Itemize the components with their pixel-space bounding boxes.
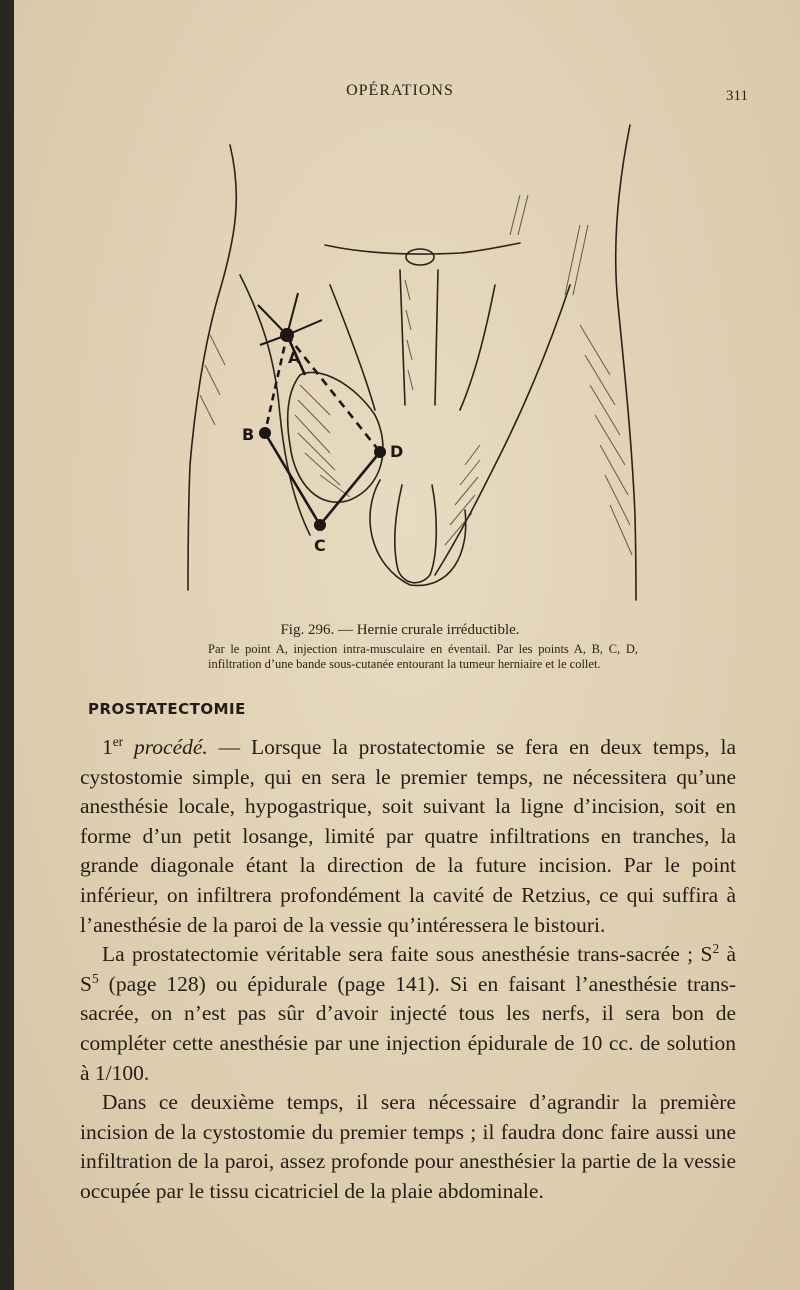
section-heading: PROSTATECTOMIE (88, 700, 246, 718)
line-a-d (287, 335, 380, 452)
paragraph-3: Dans ce deuxième temps, il sera nécessaire d’agrandir la première incision de la cystostomie du premier temps ; il faudra donc faire aussi une infiltration de la paroi, assez profonde pour anesthésier la partie de la vessie occupée par le tissu cicatriciel de la plaie abdominale. (80, 1090, 736, 1203)
point-label-d: D (390, 442, 404, 461)
point-label-a: A (288, 348, 301, 367)
page-number: 311 (726, 88, 748, 104)
point-b-marker (259, 427, 271, 439)
figure-hernia-illustration (180, 115, 650, 605)
rectus-right (435, 270, 438, 405)
body-outline-left (188, 145, 236, 590)
paragraph-2 (80, 940, 736, 1088)
left-groin-line (240, 275, 310, 535)
body-text (80, 733, 736, 1207)
p1-ordinal: 1 (102, 735, 113, 759)
p2-end: (page 128) ou épidurale (page 141). Si en faisant l’anesthésie trans-sacrée, on n’est pas sûr d’avoir injecté tous les nerfs, il sera bon de compléter cette anesthésie par une injection épidurale de 10 cc. de solution à 1/100. (80, 971, 736, 1085)
p1-text: — Lorsque la prostatectomie se fera en deux temps, la cystostomie simple, qui en sera le premier temps, ne nécessitera qu’une anesthésie locale, hypogastrique, soit suivant la ligne d’incision, soit en forme d’un petit losange, limité par quatre infiltrations en tranches, la grande diagonale étant la direction de la future incision. Par le point inférieur, on infiltrera profondément la cavité de Retzius, ce qui suffira à l’anesthésie de la paroi de la vessie qu’intéressera le bistouri. (80, 735, 736, 937)
p1-ordinal-sup: er (112, 733, 124, 749)
inner-oblique-left (330, 285, 375, 410)
p2-sup2: 5 (91, 970, 99, 986)
p2-start: La prostatectomie véritable sera faite sous anesthésie trans-sacrée ; S (102, 942, 713, 967)
inner-oblique-right (460, 285, 495, 410)
scrotum-outline (370, 480, 466, 585)
line-c-d (320, 452, 380, 525)
right-groin-line (435, 285, 570, 575)
point-label-b: B (242, 425, 255, 444)
hernia-drawing (180, 115, 650, 605)
penis-outline (395, 485, 436, 583)
p1-leadin: procédé. (133, 735, 208, 759)
figure-caption-title: Fig. 296. — Hernie crurale irréductible. (280, 622, 520, 638)
point-a-marker (280, 328, 294, 342)
running-title: OPÉRATIONS (346, 82, 454, 99)
point-d-marker (374, 446, 386, 458)
point-label-c: C (314, 536, 326, 555)
p2-mid: à S (80, 942, 737, 996)
paragraph-1 (80, 733, 736, 940)
body-outline-right (616, 125, 636, 600)
rectus-left (400, 270, 405, 405)
figure-caption-body: Par le point A, injection intra-musculaire en éventail. Par les points A, B, C, D, infiltration d’une bande sous-cutanée entourant la tumeur herniaire et le collet. (208, 642, 638, 671)
p2-sup1: 2 (712, 941, 720, 956)
navel (406, 249, 434, 265)
point-c-marker (314, 519, 326, 531)
